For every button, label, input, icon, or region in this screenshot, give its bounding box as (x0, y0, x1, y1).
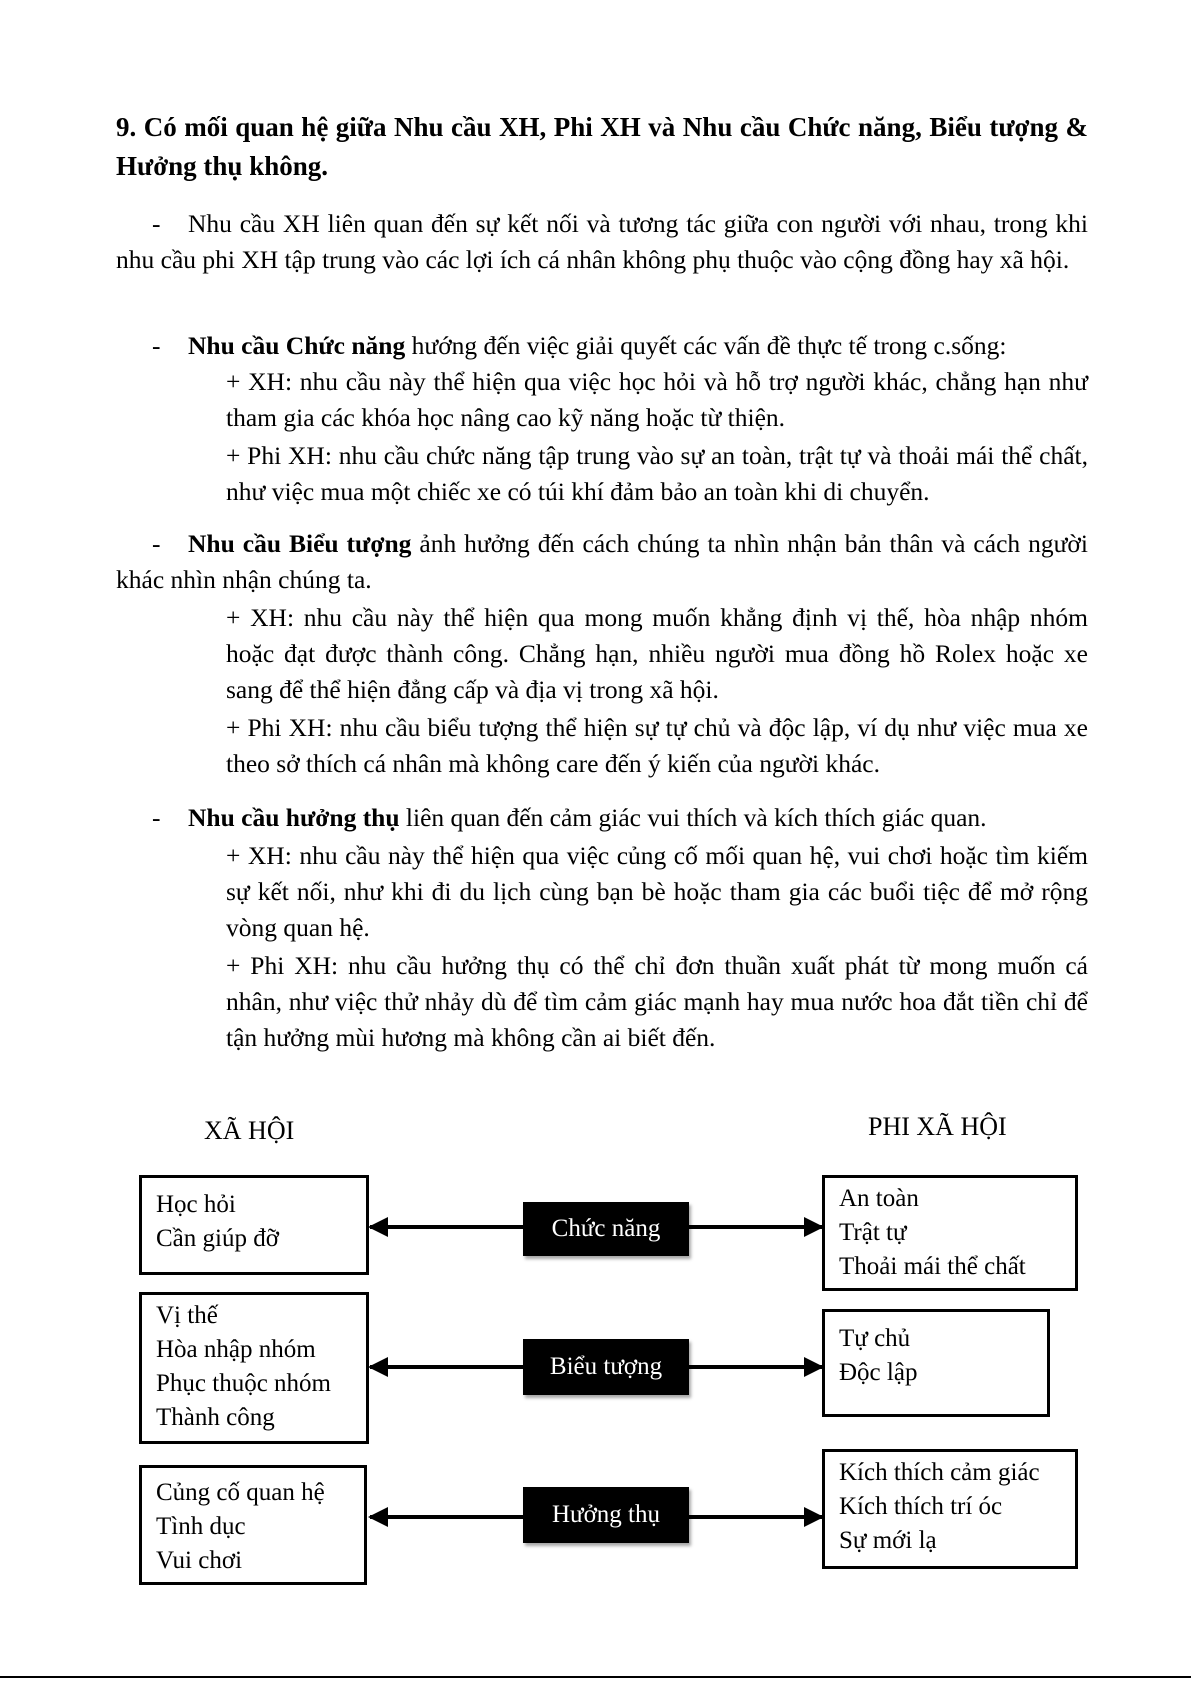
box-social-hedonic (139, 1465, 367, 1585)
subpoint-functional-nonsocial: + Phi XH: nhu cầu chức năng tập trung vào sự an toàn, trật tự và thoải mái thể chất, như việc mua một chiếc xe có túi khí đảm bảo an toàn khi di chuyển. (226, 441, 1088, 506)
paragraph-text: liên quan đến cảm giác vui thích và kích thích giác quan. (399, 803, 987, 832)
box-item: Vui chơi (156, 1547, 243, 1574)
center-label-symbolic: Biểu tượng (523, 1339, 689, 1395)
bullet-dash: - (152, 209, 161, 238)
box-item: Kích thích cảm giác (839, 1459, 1040, 1486)
bullet-dash: - (152, 529, 161, 558)
box-item: Độc lập (839, 1359, 918, 1386)
bold-term: Nhu cầu Chức năng (188, 331, 406, 360)
box-social-symbolic (139, 1292, 369, 1444)
center-label-functional: Chức năng (523, 1202, 689, 1256)
subpoint-symbolic-nonsocial: + Phi XH: nhu cầu biểu tượng thể hiện sự tự chủ và độc lập, ví dụ như việc mua xe theo sở thích cá nhân mà không care đến ý kiến của người khác. (226, 713, 1088, 778)
paragraph-text: ảnh hưởng đến cách chúng ta nhìn nhận bản thân và cách người khác nhìn nhận chúng ta. (116, 529, 1089, 594)
paragraph-text: hướng đến việc giải quyết các vấn đề thực tế trong c.sống: (405, 331, 1007, 360)
box-item: Thành công (156, 1404, 275, 1431)
box-nonsocial-hedonic (822, 1449, 1078, 1569)
box-item: Củng cố quan hệ (156, 1479, 325, 1506)
bold-term: Nhu cầu hưởng thụ (188, 803, 400, 832)
bullet-dash: - (152, 803, 161, 832)
subpoint-symbolic-social: + XH: nhu cầu này thể hiện qua mong muốn khẳng định vị thế, hòa nhập nhóm hoặc đạt được thành công. Chẳng hạn, nhiều người mua đồng hồ Rolex hoặc xe sang để thể hiện đẳng cấp và địa vị trong xã hội. (226, 603, 1088, 704)
center-label-hedonic: Hưởng thụ (523, 1487, 689, 1543)
box-nonsocial-symbolic (822, 1309, 1050, 1417)
subpoint-hedonic-nonsocial: + Phi XH: nhu cầu hưởng thụ có thể chỉ đơn thuần xuất phát từ mong muốn cá nhân, như việc thử nhảy dù để tìm cảm giác mạnh hay mua nước hoa đắt tiền chỉ để tận hưởng mùi hương mà không cần ai biết đến. (226, 951, 1088, 1052)
box-item: Cần giúp đỡ (156, 1225, 279, 1252)
page-bottom-rule (0, 1676, 1191, 1678)
box-item: Tình dục (156, 1513, 246, 1540)
box-item: Vị thế (156, 1302, 218, 1329)
box-item: Học hỏi (156, 1191, 236, 1218)
box-item: Thoải mái thể chất (839, 1253, 1026, 1280)
box-item: Tự chủ (839, 1325, 911, 1352)
diagram-right-title: PHI XÃ HỘI (868, 1112, 1007, 1141)
diagram-left-title: XÃ HỘI (204, 1116, 295, 1145)
subpoint-functional-social: + XH: nhu cầu này thể hiện qua việc học hỏi và hỗ trợ người khác, chẳng hạn như tham gia các khóa học nâng cao kỹ năng hoặc từ thiện. (226, 367, 1088, 432)
box-item: Hòa nhập nhóm (156, 1336, 316, 1363)
bullet-dash: - (152, 331, 161, 360)
box-item: Sự mới lạ (839, 1527, 937, 1554)
bold-term: Nhu cầu Biểu tượng (188, 529, 412, 558)
box-nonsocial-functional (822, 1175, 1078, 1291)
box-social-functional (139, 1175, 369, 1275)
box-item: Phục thuộc nhóm (156, 1370, 331, 1397)
subpoint-hedonic-social: + XH: nhu cầu này thể hiện qua việc củng cố mối quan hệ, vui chơi hoặc tìm kiếm sự kết nối, như khi đi du lịch cùng bạn bè hoặc tham gia các buổi tiệc để mở rộng vòng quan hệ. (226, 841, 1088, 942)
paragraph-social-needs: Nhu cầu XH liên quan đến sự kết nối và tương tác giữa con người với nhau, trong khi nhu cầu phi XH tập trung vào các lợi ích cá nhân không phụ thuộc vào cộng đồng hay xã hội. (116, 209, 1088, 274)
box-item: Trật tự (839, 1219, 907, 1246)
page-heading: 9. Có mối quan hệ giữa Nhu cầu XH, Phi XH và Nhu cầu Chức năng, Biểu tượng & Hưởng thụ không. (116, 112, 1088, 181)
box-item: An toàn (839, 1185, 919, 1212)
box-item: Kích thích trí óc (839, 1493, 1003, 1520)
